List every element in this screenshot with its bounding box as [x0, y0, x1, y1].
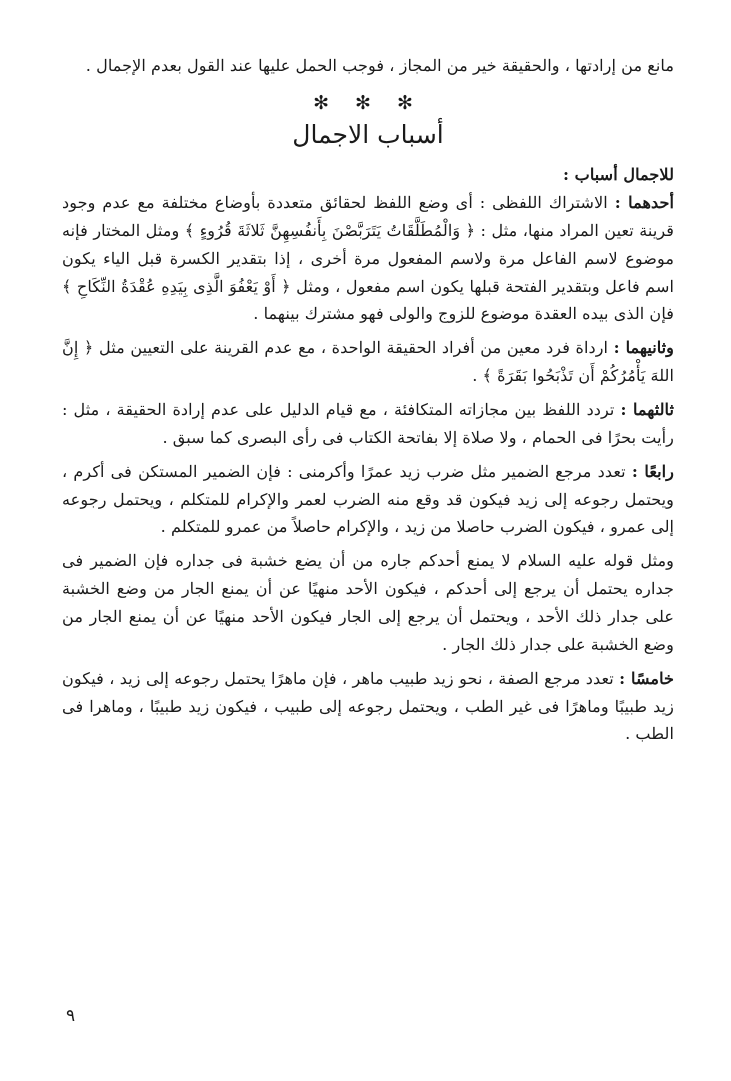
opening-paragraph: مانع من إرادتها ، والحقيقة خير من المجاز ، فوجب الحمل عليها عند القول بعدم الإجمال . [85, 56, 674, 75]
section-separator: ✻ ✻ ✻ [313, 91, 423, 114]
quran-quote: ﴿ وَالْمُطَلَّقَاتُ يَتَرَبَّصْنَ بِأَنفُسِهِنَّ ثَلاثَةَ قُرُوءٍ ﴾ [184, 220, 476, 240]
cause-text: ومثل قوله عليه السلام لا يمنع أحدكم جاره من أن يضع خشبة فى جداره فإن الضمير فى جداره يحتمل أن يرجع إلى أحدكم ، فيكون الأحد منهيًا عن أن يمنع الجار من وضع الخشبة على جدار ذلك الأحد ، ويحتمل أن يرجع إلى الجار فيكون الأحد منهيًا عن أن يمنع الجار من وضع الخشبة على جدار ذلك الجار . [62, 551, 674, 654]
cause-text: تعدد مرجع الصفة ، نحو زيد طبيب ماهر ، فإن ماهرًا يحتمل رجوعه إلى زيد ، فيكون زيد طبيبًا وماهرًا فى غير الطب ، ويحتمل رجوعه إلى طبيب ، فيكون زيد طبيبًا ، وماهرا فى الطب . [62, 668, 674, 744]
section-subheading: للاجمال أسباب : [562, 165, 674, 185]
book-page [62, 52, 674, 1042]
cause-paragraph-5 [62, 665, 674, 749]
quran-quote: ﴿ إِنَّ اللهَ يَأْمُرُكُمْ أَن تَذْبَحُوا بَقَرَةً ﴾ [62, 338, 674, 386]
cause-label: وثانيهما : [613, 338, 674, 358]
cause-paragraph-2 [62, 334, 674, 390]
cause-paragraph-1 [62, 189, 674, 328]
cause-label: رابعًا : [631, 461, 674, 481]
cause-label: خامسًا : [619, 668, 675, 688]
cause-text: ومثل المختار فإنه موضوع لاسم الفاعل مرة ولاسم المفعول مرة أخرى ، إذا بتقدير الكسرة قبل الياء يكون اسم فاعل وبتقدير الفتحة قبلها يكون اسم مفعول ، ومثل [62, 220, 675, 296]
section-heading: أسباب الاجمال [292, 119, 444, 149]
cause-text: تعدد مرجع الضمير مثل ضرب زيد عمرًا وأكرمنى : فإن الضمير المستكن فى أكرم ، ويحتمل رجوعه إلى زيد فيكون قد وقع منه الضرب لعمر والإكرام للمتكلم ، ويحتمل رجوعه إلى عمرو ، فيكون الضرب حاصلا من زيد ، والإكرام حاصلاً من عمرو للمتكلم . [62, 461, 674, 537]
cause-text: ارداة فرد معين من أفراد الحقيقة الواحدة ، مع عدم القرينة على التعيين مثل [93, 338, 609, 358]
cause-label: ثالثهما : [620, 400, 674, 420]
hadith-paragraph [62, 547, 674, 658]
page-number: ٩ [66, 1006, 76, 1026]
cause-text: . [472, 366, 483, 386]
cause-paragraph-4 [62, 458, 674, 542]
cause-paragraph-3 [62, 396, 674, 452]
cause-text: فإن الذى بيده العقدة موضوع للزوج والولى فهو مشترك بينهما . [253, 304, 674, 324]
cause-label: أحدهما : [614, 193, 674, 213]
cause-text: الاشتراك اللفظى : أى وضع اللفظ لحقائق متعددة بأوضاع مختلفة مع عدم وجود قرينة تعين المراد منها، مثل : [62, 193, 674, 240]
quran-quote: ﴿ أَوْ يَعْفُوَ الَّذِى بِيَدِهِ عُقْدَةُ النِّكَاحِ ﴾ [62, 276, 291, 296]
cause-text: تردد اللفظ بين مجازاته المتكافئة ، مع قيام الدليل على عدم إرادة الحقيقة ، مثل : رأيت بحرًا فى الحمام ، ولا صلاة إلا بفاتحة الكتاب فى رأى البصرى كما سبق . [62, 400, 674, 447]
